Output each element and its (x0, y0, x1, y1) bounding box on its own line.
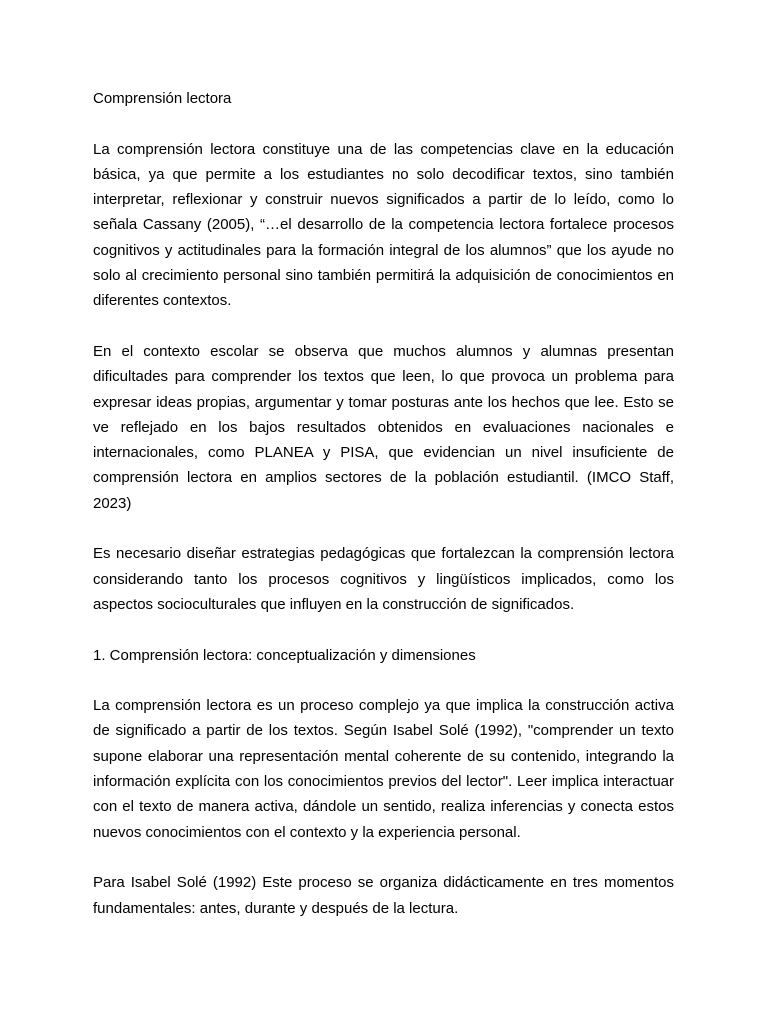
document-title: Comprensión lectora (93, 90, 232, 107)
strategies-paragraph: Es necesario diseñar estrategias pedagógicas que fortalezcan la comprensión lectora considerando tanto los procesos cognitivos y lingüísticos implicados, como los aspectos socioculturales que influyen en la construcción de significados. (93, 545, 674, 613)
section-heading: 1. Comprensión lectora: conceptualización y dimensiones (93, 646, 476, 664)
intro-paragraph: La comprensión lectora constituye una de las competencias clave en la educación básica, ya que permite a los estudiantes no solo decodificar textos, sino también interpretar, reflexionar y construir nuevos significados a partir de lo leído, como lo señala Cassany (2005), “…el desarrollo de la competencia lectora fortalece procesos cognitivos y actitudinales para la formación integral de los alumnos” que los ayude no solo al crecimiento personal sino también permitirá la adquisición de conocimientos en diferentes contextos. (93, 140, 674, 310)
moments-paragraph: Para Isabel Solé (1992) Este proceso se organiza didácticamente en tres momentos fundamentales: antes, durante y después de la lectura. (93, 874, 674, 917)
definition-paragraph: La comprensión lectora es un proceso complejo ya que implica la construcción activa de significado a partir de los textos. Según Isabel Solé (1992), "comprender un texto supone elaborar una representación mental coherente de su contenido, integrando la información explícita con los conocimientos previos del lector". Leer implica interactuar con el texto de manera activa, dándole un sentido, realiza inferencias y conecta estos nuevos conocimientos con el contexto y la experiencia personal. (93, 697, 674, 841)
context-paragraph: En el contexto escolar se observa que muchos alumnos y alumnas presentan dificultades para comprender los textos que leen, lo que provoca un problema para expresar ideas propias, argumentar y tomar posturas ante los hechos que lee. Esto se ve reflejado en los bajos resultados obtenidos en evaluaciones nacionales e internacionales, como PLANEA y PISA, que evidencian un nivel insuficiente de comprensión lectora en amplios sectores de la población estudiantil. (IMCO Staff, 2023) (93, 342, 674, 512)
